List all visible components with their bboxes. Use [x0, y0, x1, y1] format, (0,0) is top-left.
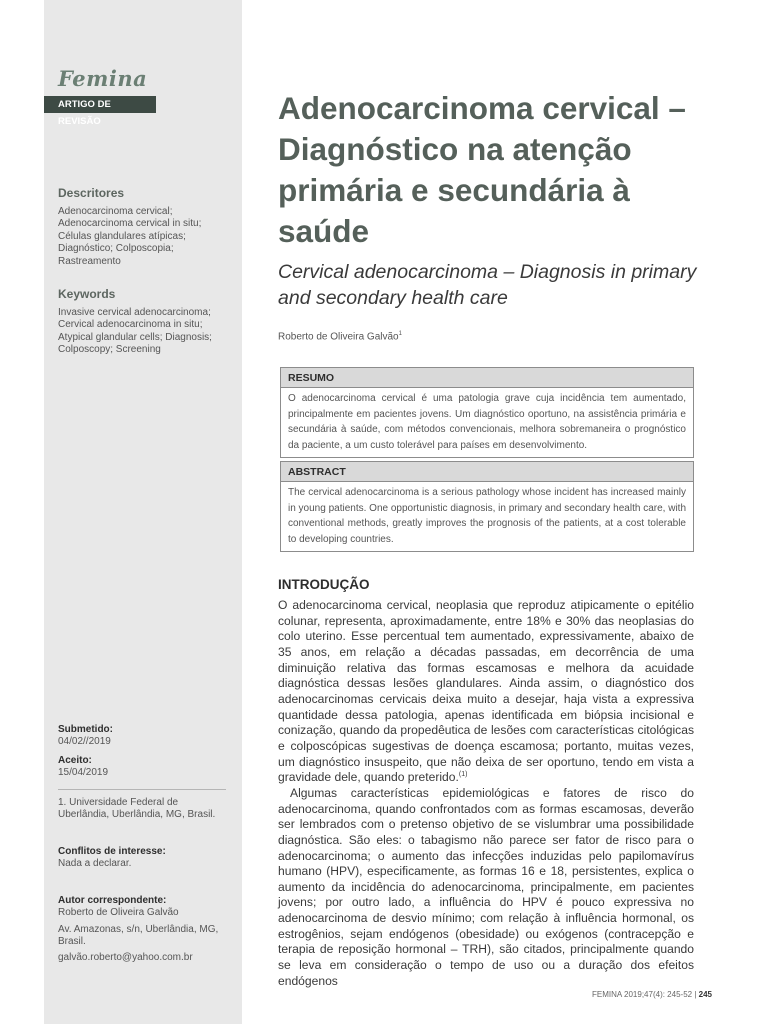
keywords-text: Invasive cervical adenocarcinoma; Cervical adenocarcinoma in situ; Atypical glandular cells; Diagnosis; Colposcopy; Screening	[58, 307, 212, 356]
citation-ref: (1)	[458, 771, 468, 779]
submetido-value: 04/02//2019	[58, 736, 111, 747]
autor-email[interactable]: galvão.roberto@yahoo.com.br	[58, 952, 193, 963]
resumo-box	[280, 367, 694, 458]
autor-label: Autor correspondente:	[58, 895, 167, 906]
descritores-text: Adenocarcinoma cervical; Adenocarcinoma cervical in situ; Células glandulares atípicas; Diagnóstico; Colposcopia; Rastreamento	[58, 206, 202, 267]
abstract-text: The cervical adenocarcinoma is a serious pathology whose incident has increased mainly in young patients. One opportunistic diagnosis, in primary and secondary health care, with conventional methods, greatly improves the prognosis of the patients, at a cost tolerable to developing countries.	[288, 487, 687, 545]
page-margin	[0, 0, 44, 1024]
journal-logo: Femina	[58, 66, 148, 91]
intro-heading: INTRODUÇÃO	[278, 577, 370, 592]
page-footer	[592, 990, 712, 999]
resumo-text: O adenocarcinoma cervical é uma patologia grave cuja incidência tem aumentado, principalmente em pacientes jovens. Um diagnóstico oportuno, na assistência primária e secundária à saúde, com métodos convencionais, melhora sobremaneira o prognóstico da paciente, a um custo tolerável para países em desenvolvimento.	[288, 393, 686, 451]
resumo-heading: RESUMO	[281, 368, 693, 388]
abstract-heading: ABSTRACT	[281, 462, 693, 482]
sidebar-divider	[58, 789, 226, 790]
page-number: 245	[698, 990, 712, 999]
intro-paragraph-1	[278, 598, 694, 786]
conflitos-label: Conflitos de interesse:	[58, 846, 166, 857]
affiliation: 1. Universidade Federal de Uberlândia, Uberlândia, MG, Brasil.	[58, 797, 216, 821]
intro-paragraph-1-text: O adenocarcinoma cervical, neoplasia que reproduz atipicamente o epitélio colunar, representa, aproximadamente, entre 18% e 30% das neoplasias do colo uterino. Esse percentual tem aumentado, expressivamente, abaixo de 35 anos, em relação a décadas passadas, em decorrência de uma diminuição relativa das formas escamosas e melhora da acuidade diagnóstica dessas lesões glandulares. Ainda assim, o diagnóstico dos adenocarcinomas cervicais deixa muito a desejar, haja vista a expressiva quantidade dessa patologia, apenas identificada em biópsia incisional e conização, quando da propedêutica de lesões com características citológicas e colposcópicas sugestivas de doença escamosa; portanto, muitas vezes, um diagnóstico insuspeito, que não deixa de ser oportuno, tendo em vista a gravidade dele, quando preterido.	[278, 598, 694, 785]
footer-separator: |	[694, 990, 697, 999]
submetido-label: Submetido:	[58, 724, 113, 735]
autor-address: Av. Amazonas, s/n, Uberlândia, MG, Brasil.	[58, 924, 219, 948]
abstract-box	[280, 461, 694, 552]
section-badge: ARTIGO DE REVISÃO	[44, 96, 156, 113]
conflitos-value: Nada a declarar.	[58, 858, 132, 869]
aceito-value: 15/04/2019	[58, 767, 109, 778]
article-subtitle: Cervical adenocarcinoma – Diagnosis in primary and secondary health care	[278, 261, 697, 309]
intro-paragraph-2: Algumas características epidemiológicas e fatores de risco do adenocarcinoma, quando confrontados com as formas escamosas, deverão ser lembrados com o pretenso objetivo de se vislumbrar uma possibilidade diagnóstica. São eles: o tabagismo não parece ser fator de risco para o adenocarcinoma; o aumento das infecções induzidas pelo papilomavírus humano (HPV), especificamente, as formas 16 e 18, persistentes, explica o aumento da incidência do adenocarcinoma, principalmente, em pacientes jovens; por outro lado, a influência do HPV é pouco expressiva no adenocarcinoma de desvio mínimo; com relação à influência hormonal, os estrogênios, sejam endógenos (obesidade) ou exógenos (contracepção e terapia de reposição hormonal – TRH), são citados, principalmente quando se leva em consideração o tempo de uso ou a duração dos efeitos endógenos	[278, 785, 694, 988]
intro-body	[278, 598, 694, 989]
author-name: Roberto de Oliveira Galvão	[278, 331, 399, 343]
keywords-heading: Keywords	[58, 287, 116, 301]
author-line	[278, 331, 402, 342]
descritores-heading: Descritores	[58, 186, 125, 200]
autor-name: Roberto de Oliveira Galvão	[58, 907, 179, 918]
author-affiliation-ref: 1	[398, 331, 402, 337]
footer-citation: FEMINA 2019;47(4): 245-52	[592, 990, 693, 999]
article-title: Adenocarcinoma cervical – Diagnóstico na atenção primária e secundária à saúde	[278, 90, 686, 249]
aceito-label: Aceito:	[58, 755, 92, 766]
